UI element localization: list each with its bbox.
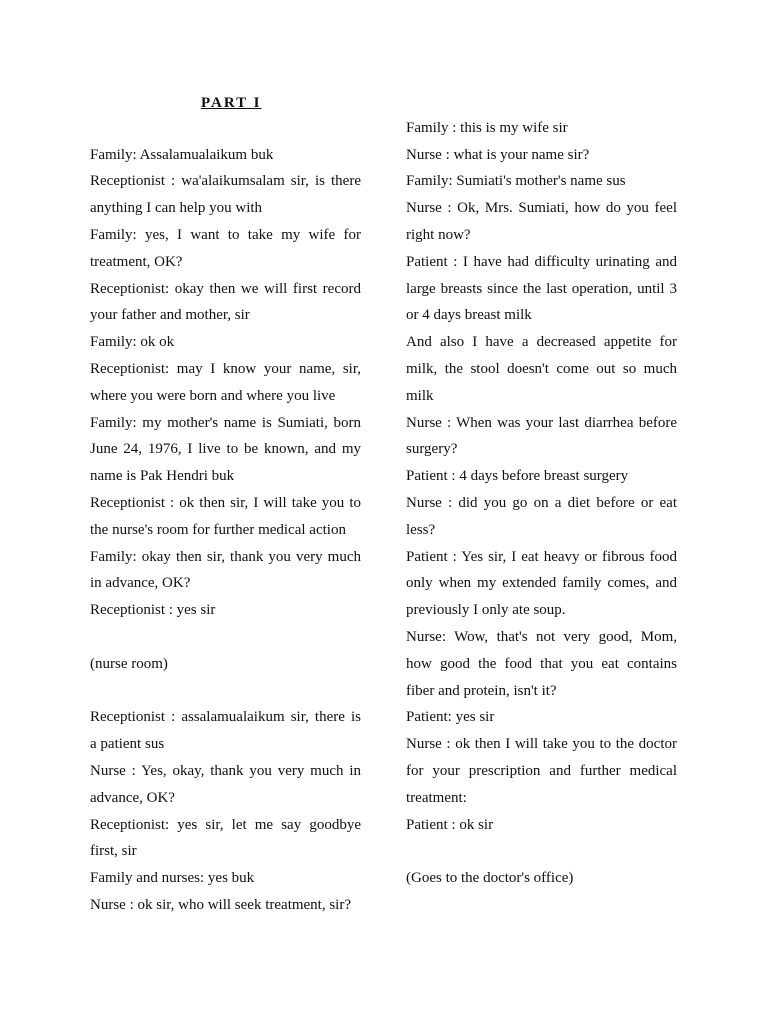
dialogue-line: Nurse: Wow, that's not very good, Mom, (406, 628, 677, 645)
dialogue-line: fiber and protein, isn't it? (406, 682, 557, 699)
dialogue-turn (90, 329, 361, 356)
dialogue-line: Family: yes, I want to take my wife for (90, 226, 361, 243)
dialogue-line: only when my extended family comes, and (406, 575, 677, 592)
dialogue-line: Receptionist: yes sir, let me say goodbye (90, 816, 361, 833)
dialogue-turn (406, 195, 677, 249)
dialogue-turn (90, 490, 361, 544)
dialogue-turn (406, 704, 677, 731)
dialogue-line: Nurse : what is your name sir? (406, 146, 590, 163)
dialogue-line: Nurse : Ok, Mrs. Sumiati, how do you feel (406, 200, 677, 217)
dialogue-turn (406, 115, 677, 142)
dialogue-turn (90, 142, 361, 169)
dialogue-line: Family: ok ok (90, 334, 175, 351)
dialogue-line: (nurse room) (90, 655, 168, 672)
dialogue-line: where you were born and where you live (90, 387, 336, 404)
dialogue-line: a patient sus (90, 736, 165, 753)
dialogue-line: less? (406, 521, 436, 538)
dialogue-line: Nurse : did you go on a diet before or eat (406, 494, 677, 511)
dialogue-line: Receptionist : wa'alaikumsalam sir, is there (90, 173, 361, 190)
dialogue-line: Family and nurses: yes buk (90, 870, 255, 887)
dialogue-turn (406, 329, 677, 409)
dialogue-line: right now? (406, 226, 471, 243)
dialogue-line: Nurse : When was your last diarrhea before (406, 414, 677, 431)
dialogue-line: in advance, OK? (90, 575, 191, 592)
dialogue-turn (90, 758, 361, 812)
dialogue-line: June 24, 1976, I live to be known, and my (90, 441, 361, 458)
dialogue-line: your father and mother, sir (90, 307, 250, 324)
dialogue-turn (406, 624, 677, 704)
dialogue-turn (90, 597, 361, 624)
dialogue-line: milk, the stool doesn't come out so much (406, 360, 677, 377)
dialogue-turn (90, 356, 361, 410)
dialogue-line: treatment, OK? (90, 253, 183, 270)
dialogue-turn (406, 490, 677, 544)
dialogue-turn (90, 865, 361, 892)
dialogue-turn (90, 812, 361, 866)
dialogue-section (406, 865, 677, 892)
dialogue-line: or 4 days breast milk (406, 307, 532, 324)
dialogue-line: large breasts since the last operation, until 3 (406, 280, 677, 297)
dialogue-line: Patient : ok sir (406, 816, 494, 833)
dialogue-line: for your prescription and further medical (406, 762, 677, 779)
dialogue-turn (406, 865, 677, 892)
dialogue-line: Patient: yes sir (406, 709, 495, 726)
dialogue-line: Patient : I have had difficulty urinating and (406, 253, 677, 270)
dialogue-line: Nurse : Yes, okay, thank you very much in (90, 762, 361, 779)
dialogue-turn (406, 142, 677, 169)
dialogue-line: first, sir (90, 843, 137, 860)
dialogue-line: Receptionist : ok then sir, I will take you to (90, 494, 361, 511)
dialogue-section (90, 704, 361, 918)
dialogue-turn (406, 249, 677, 329)
dialogue-line: milk (406, 387, 434, 404)
dialogue-line: Family: my mother's name is Sumiati, born (90, 414, 361, 431)
dialogue-line: the nurse's room for further medical action (90, 521, 346, 538)
dialogue-line: Receptionist : assalamualaikum sir, there is (90, 709, 361, 726)
dialogue-turn (406, 731, 677, 811)
dialogue-line: Receptionist: may I know your name, sir, (90, 360, 361, 377)
dialogue-turn (90, 168, 361, 222)
right-column (406, 115, 677, 892)
dialogue-turn (90, 222, 361, 276)
part-title: PART I (201, 94, 262, 111)
dialogue-turn (406, 410, 677, 464)
dialogue-turn (90, 651, 361, 678)
dialogue-line: advance, OK? (90, 789, 175, 806)
dialogue-line: how good the food that you eat contains (406, 655, 677, 672)
dialogue-section (90, 142, 361, 624)
dialogue-turn (406, 812, 677, 839)
dialogue-line: And also I have a decreased appetite for (406, 334, 677, 351)
dialogue-line: Nurse : ok then I will take you to the doctor (406, 736, 677, 753)
dialogue-section (406, 115, 677, 839)
dialogue-turn (90, 410, 361, 490)
dialogue-turn (406, 544, 677, 624)
dialogue-line: Family: Sumiati's mother's name sus (406, 173, 626, 190)
dialogue-line: anything I can help you with (90, 200, 263, 217)
dialogue-line: Receptionist : yes sir (90, 602, 216, 619)
dialogue-turn (406, 463, 677, 490)
dialogue-line: treatment: (406, 789, 467, 806)
dialogue-line: Family: okay then sir, thank you very much (90, 548, 361, 565)
dialogue-line: Patient : Yes sir, I eat heavy or fibrous food (406, 548, 677, 565)
dialogue-line: Nurse : ok sir, who will seek treatment, sir? (90, 896, 352, 913)
dialogue-line: Patient : 4 days before breast surgery (406, 468, 629, 485)
dialogue-line: previously I only ate soup. (406, 602, 566, 619)
dialogue-turn (406, 168, 677, 195)
dialogue-line: Family: Assalamualaikum buk (90, 146, 274, 163)
dialogue-section (90, 651, 361, 678)
dialogue-turn (90, 704, 361, 758)
dialogue-line: Receptionist: okay then we will first record (90, 280, 361, 297)
dialogue-line: name is Pak Hendri buk (90, 468, 235, 485)
dialogue-line: surgery? (406, 441, 458, 458)
dialogue-turn (90, 276, 361, 330)
dialogue-turn (90, 544, 361, 598)
left-column (90, 142, 361, 919)
dialogue-line: (Goes to the doctor's office) (406, 870, 574, 887)
dialogue-line: Family : this is my wife sir (406, 119, 568, 136)
dialogue-turn (90, 892, 361, 919)
